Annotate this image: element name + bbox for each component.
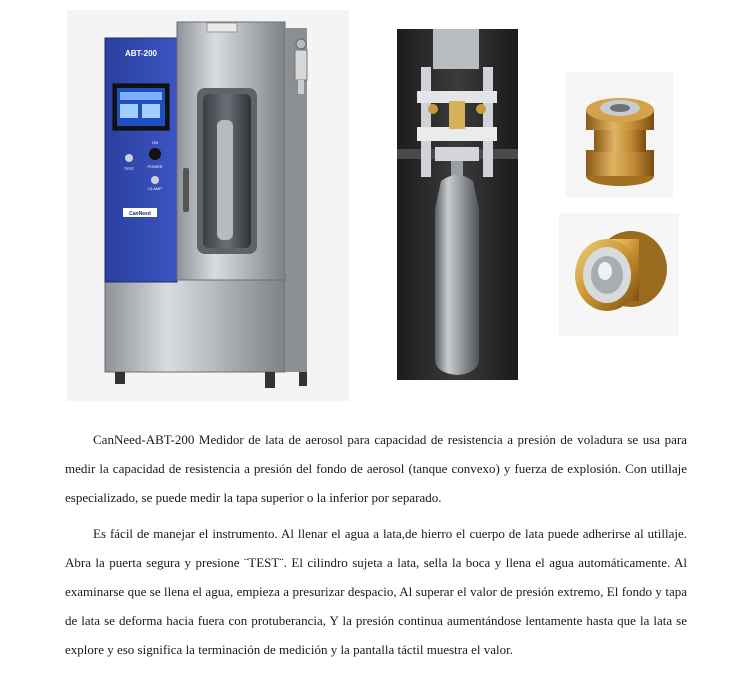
fixture-side-photo: [559, 213, 679, 336]
brand-label: CanNeed: [129, 211, 151, 217]
clamp-label: CLAMP: [148, 186, 162, 191]
operation-paragraph: Es fácil de manejar el instrumento. Al llenar el agua a lata,de hierro el cuerpo de lata puede adherirse al utillaje. Abra la puerta segura y presione ¨TEST¨. El cilindro sujeta a lata, sella la boca y llena el agua automáticamente. Al examinarse que se llena el agua, empieza a presurizar despacio, Al superar el valor de presión extremo, El fondo y tapa de lata se deforma hacia fuera con protuberancia, Y la presión continua aumentándose lentamente hasta que la lata se explore y eso significa la terminación de medición y la pantalla táctil muestra el valor.: [65, 526, 687, 657]
test-label: TEST: [123, 166, 135, 171]
machine-illustration: [67, 10, 349, 401]
description-paragraph: CanNeed-ABT-200 Medidor de lata de aerosol para capacidad de resistencia a presión de voladura se usa para medir la capacidad de resistencia a presión del fondo de aerosol (tanque convexo) y fuerza de explosión. Con utillaje especializado, se puede medir la tapa superior o la inferior por separado.: [65, 432, 687, 505]
fixture-top-illustration: [566, 72, 673, 197]
on-label: ON: [152, 140, 158, 145]
chamber-photo: [397, 29, 518, 380]
fixture-side-illustration: [559, 213, 679, 336]
model-label: ABT-200: [124, 49, 158, 58]
machine-photo: [67, 10, 349, 401]
chamber-illustration: [397, 29, 518, 380]
power-label: POWER: [147, 164, 163, 169]
fixture-top-photo: [566, 72, 673, 197]
clamp-button-icon: [151, 176, 159, 184]
power-switch-icon: [149, 148, 161, 160]
test-button-icon: [125, 154, 133, 162]
